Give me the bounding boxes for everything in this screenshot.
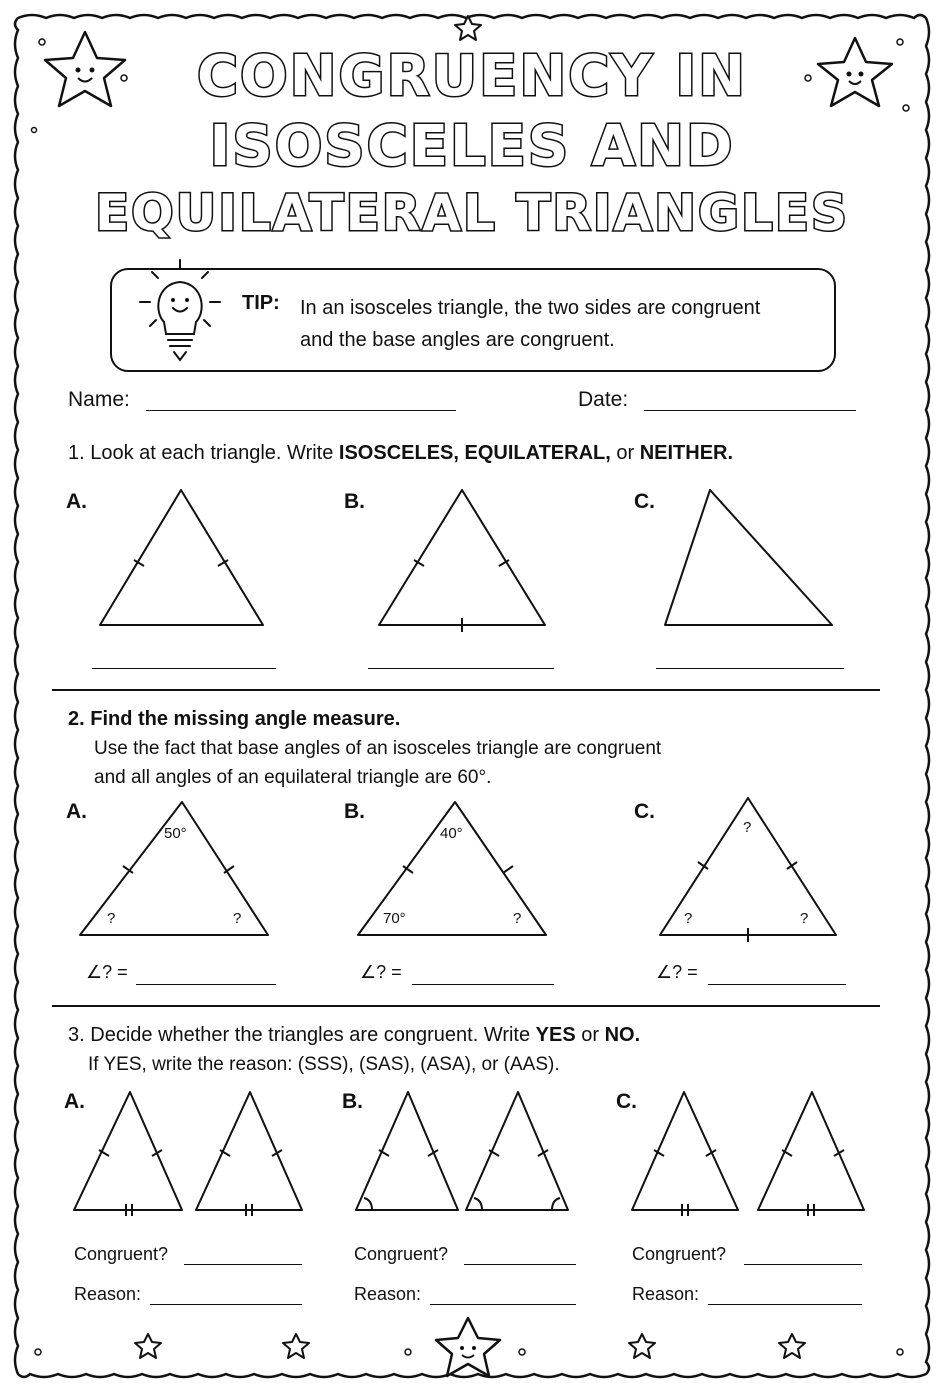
section-divider-2 [52, 1005, 880, 1007]
tip-line-1: In an isosceles triangle, the two sides are congruent [300, 297, 761, 319]
q2c-answer-field[interactable] [708, 984, 846, 985]
q3b-reason-label: Reason: [354, 1284, 422, 1304]
question-3-text: Decide whether the triangles are congruent. Write [90, 1024, 536, 1046]
q3c-congruent-field[interactable] [744, 1264, 862, 1265]
q2b-top-angle: 40° [440, 825, 463, 842]
star-icon [455, 16, 481, 40]
q3c-triangle-pair [632, 1092, 864, 1216]
q2b-right-angle: ? [513, 910, 522, 927]
question-1-or: or [610, 442, 640, 464]
tip-line-2: and the base angles are congruent. [300, 329, 615, 351]
q1-answer-b[interactable] [368, 668, 554, 669]
q3-letter-a: A. [64, 1090, 85, 1113]
question-3-yes: YES [535, 1024, 576, 1046]
q1-answer-c[interactable] [656, 668, 844, 669]
title-line-2: ISOSCELES AND [209, 114, 735, 179]
name-field[interactable] [146, 410, 456, 411]
q3a-congruent-label: Congruent? [74, 1244, 169, 1264]
title-line-1: CONGRUENCY IN [196, 44, 748, 109]
q1-letter-c: C. [634, 490, 655, 513]
q3a-reason-field[interactable] [150, 1304, 302, 1305]
date-label: Date: [578, 388, 629, 411]
q3-letter-c: C. [616, 1090, 637, 1113]
question-3-no: NO. [604, 1024, 641, 1046]
q3c-reason-field[interactable] [708, 1304, 862, 1305]
q2b-answer-label: ∠? = [360, 962, 402, 982]
question-2-figures [0, 790, 944, 950]
question-1-neither: NEITHER. [639, 442, 734, 464]
q1-letter-a: A. [66, 490, 87, 513]
q1-letter-b: B. [344, 490, 365, 513]
q2c-right-angle: ? [800, 910, 809, 927]
q3c-reason-label: Reason: [632, 1284, 700, 1304]
question-1-figures [0, 480, 944, 640]
smiling-star-icon [436, 1318, 500, 1376]
star-icon [629, 1334, 655, 1358]
q2c-left-angle: ? [684, 910, 693, 927]
question-1-number: 1. [68, 442, 85, 464]
q2c-top-angle: ? [743, 819, 752, 836]
tip-text [300, 292, 820, 356]
section-divider-1 [52, 689, 880, 691]
q2a-top-angle: 50° [164, 825, 187, 842]
q2a-left-angle: ? [107, 910, 116, 927]
name-label: Name: [68, 388, 130, 411]
title-line-3: EQUILATERAL TRIANGLES [94, 184, 850, 242]
star-icon [135, 1334, 161, 1358]
question-1-text: Look at each triangle. Write [90, 442, 339, 464]
question-3-or: or [575, 1024, 605, 1046]
tip-box [110, 268, 836, 372]
star-icon [283, 1334, 309, 1358]
question-3-figures [0, 1080, 944, 1230]
q2a-right-angle: ? [233, 910, 242, 927]
tip-label: TIP: [242, 292, 280, 314]
question-1-options: ISOSCELES, EQUILATERAL, [338, 442, 611, 464]
q3a-triangle-pair [74, 1092, 302, 1216]
q2b-answer-field[interactable] [412, 984, 554, 985]
q1-triangle-b [379, 490, 545, 632]
star-icon [779, 1334, 805, 1358]
q2a-answer-label: ∠? = [86, 962, 128, 982]
q1-triangle-c [665, 490, 832, 625]
q3b-congruent-field[interactable] [464, 1264, 576, 1265]
q1-answer-a[interactable] [92, 668, 276, 669]
q1-triangle-a [100, 490, 263, 625]
q2-letter-c: C. [634, 800, 655, 823]
lightbulb-icon [126, 258, 226, 370]
question-1-prompt [68, 438, 733, 468]
question-3-prompt [68, 1020, 640, 1050]
question-2-line-1: Use the fact that base angles of an isosceles triangle are congruent [94, 738, 662, 759]
q3a-congruent-field[interactable] [184, 1264, 302, 1265]
q2a-answer-field[interactable] [136, 984, 276, 985]
q2-letter-b: B. [344, 800, 365, 823]
q3-letter-b: B. [342, 1090, 363, 1113]
q3b-triangle-pair [356, 1092, 568, 1210]
q3a-reason-label: Reason: [74, 1284, 142, 1304]
question-3-number: 3. [68, 1024, 85, 1046]
q3b-congruent-label: Congruent? [354, 1244, 449, 1264]
q2c-answer-label: ∠? = [656, 962, 698, 982]
q3c-congruent-label: Congruent? [632, 1244, 727, 1264]
question-3-line-2: If YES, write the reason: (SSS), (SAS), (ASA), or (AAS). [88, 1054, 560, 1075]
question-2-line-2: and all angles of an equilateral triangle are 60°. [94, 767, 492, 788]
date-field[interactable] [644, 410, 856, 411]
q3b-reason-field[interactable] [430, 1304, 576, 1305]
question-2-title: 2. Find the missing angle measure. [68, 708, 401, 730]
q2b-left-angle: 70° [383, 910, 406, 927]
q2-letter-a: A. [66, 800, 87, 823]
